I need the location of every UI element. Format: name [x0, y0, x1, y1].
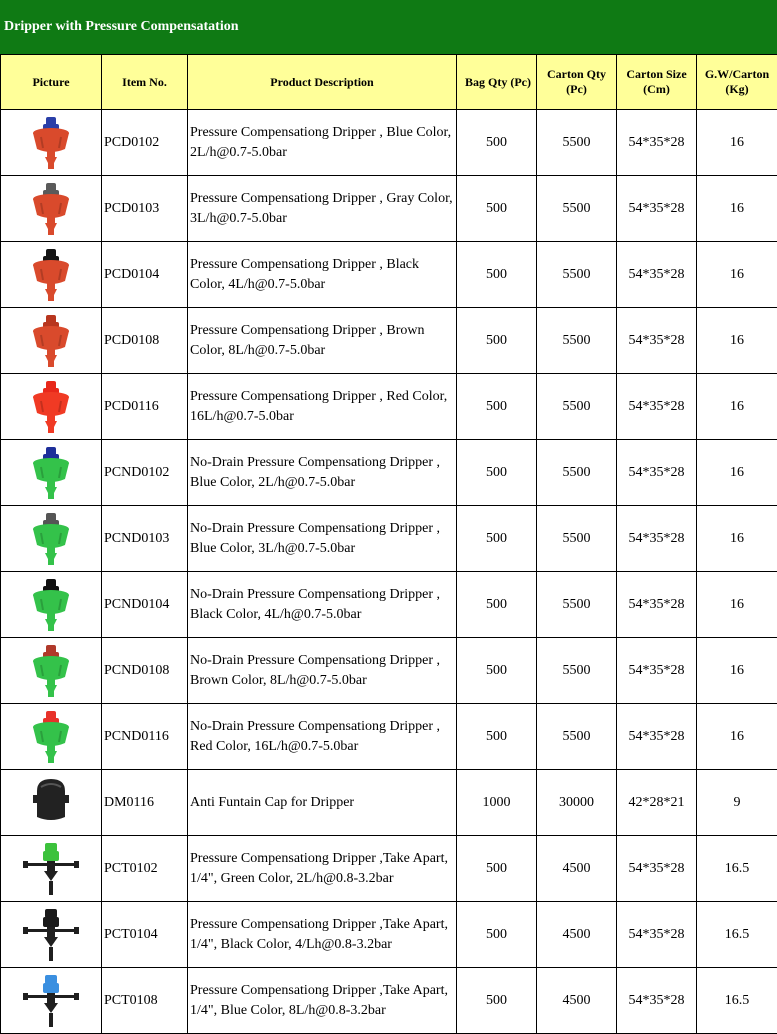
gw-carton: 16 — [697, 374, 777, 440]
carton-qty: 5500 — [537, 374, 617, 440]
carton-qty: 5500 — [537, 110, 617, 176]
gw-carton: 16 — [697, 176, 777, 242]
carton-qty: 5500 — [537, 176, 617, 242]
bag-qty: 500 — [457, 176, 537, 242]
carton-qty: 5500 — [537, 704, 617, 770]
black-cap-icon — [19, 773, 83, 833]
table-row — [1, 902, 777, 968]
product-picture — [1, 836, 102, 902]
product-picture — [1, 638, 102, 704]
carton-size: 54*35*28 — [617, 110, 697, 176]
header-picture: Picture — [1, 55, 102, 110]
page-title: Dripper with Pressure Compensatation — [0, 0, 777, 54]
item-number: PCT0104 — [102, 902, 188, 968]
product-description: Pressure Compensationg Dripper ,Take Apart, 1/4", Black Color, 4/Lh@0.8-3.2bar — [188, 902, 457, 968]
header-carton-qty: Carton Qty (Pc) — [537, 55, 617, 110]
table-row — [1, 572, 777, 638]
carton-size: 54*35*28 — [617, 836, 697, 902]
item-number: PCND0116 — [102, 704, 188, 770]
gw-carton: 16.5 — [697, 968, 777, 1034]
product-picture — [1, 902, 102, 968]
item-number: PCD0103 — [102, 176, 188, 242]
green-dripper-blue-top-icon — [19, 443, 83, 503]
header-row — [1, 55, 777, 110]
bag-qty: 500 — [457, 506, 537, 572]
table-row — [1, 242, 777, 308]
product-picture — [1, 440, 102, 506]
product-picture — [1, 968, 102, 1034]
red-dripper-brown-top-icon — [19, 311, 83, 371]
header-bag-qty: Bag Qty (Pc) — [457, 55, 537, 110]
carton-qty: 4500 — [537, 902, 617, 968]
carton-size: 54*35*28 — [617, 308, 697, 374]
carton-size: 54*35*28 — [617, 968, 697, 1034]
bag-qty: 500 — [457, 704, 537, 770]
bag-qty: 500 — [457, 638, 537, 704]
product-picture — [1, 110, 102, 176]
bag-qty: 500 — [457, 440, 537, 506]
item-number: PCT0102 — [102, 836, 188, 902]
product-table — [0, 54, 777, 1034]
bag-qty: 500 — [457, 968, 537, 1034]
product-description: No-Drain Pressure Compensationg Dripper , Black Color, 4L/h@0.7-5.0bar — [188, 572, 457, 638]
carton-qty: 5500 — [537, 440, 617, 506]
product-picture — [1, 176, 102, 242]
product-picture — [1, 374, 102, 440]
product-picture — [1, 770, 102, 836]
bag-qty: 500 — [457, 572, 537, 638]
gw-carton: 16.5 — [697, 902, 777, 968]
carton-size: 54*35*28 — [617, 506, 697, 572]
gw-carton: 16 — [697, 506, 777, 572]
product-description: Pressure Compensationg Dripper , Black Color, 4L/h@0.7-5.0bar — [188, 242, 457, 308]
red-dripper-gray-top-icon — [19, 179, 83, 239]
product-description: Anti Funtain Cap for Dripper — [188, 770, 457, 836]
item-number: PCD0108 — [102, 308, 188, 374]
table-row — [1, 506, 777, 572]
product-description: Pressure Compensationg Dripper ,Take Apart, 1/4", Blue Color, 8L/h@0.8-3.2bar — [188, 968, 457, 1034]
item-number: PCD0104 — [102, 242, 188, 308]
item-number: PCND0104 — [102, 572, 188, 638]
product-description: No-Drain Pressure Compensationg Dripper , Red Color, 16L/h@0.7-5.0bar — [188, 704, 457, 770]
carton-size: 54*35*28 — [617, 374, 697, 440]
gw-carton: 16.5 — [697, 836, 777, 902]
item-number: PCT0108 — [102, 968, 188, 1034]
bag-qty: 500 — [457, 836, 537, 902]
black-take-apart-dripper-icon — [19, 905, 83, 965]
header-item-no: Item No. — [102, 55, 188, 110]
bag-qty: 500 — [457, 374, 537, 440]
green-dripper-gray-top-icon — [19, 509, 83, 569]
table-row — [1, 638, 777, 704]
product-description: Pressure Compensationg Dripper ,Take Apart, 1/4", Green Color, 2L/h@0.8-3.2bar — [188, 836, 457, 902]
carton-size: 54*35*28 — [617, 902, 697, 968]
bag-qty: 1000 — [457, 770, 537, 836]
carton-qty: 30000 — [537, 770, 617, 836]
blue-take-apart-dripper-icon — [19, 971, 83, 1031]
product-description: Pressure Compensationg Dripper , Red Color, 16L/h@0.7-5.0bar — [188, 374, 457, 440]
item-number: DM0116 — [102, 770, 188, 836]
table-row — [1, 836, 777, 902]
product-picture — [1, 506, 102, 572]
header-gw-carton: G.W/Carton (Kg) — [697, 55, 777, 110]
header-description: Product Description — [188, 55, 457, 110]
gw-carton: 16 — [697, 110, 777, 176]
product-description: Pressure Compensationg Dripper , Brown Color, 8L/h@0.7-5.0bar — [188, 308, 457, 374]
product-description: Pressure Compensationg Dripper , Blue Color, 2L/h@0.7-5.0bar — [188, 110, 457, 176]
red-dripper-blue-top-icon — [19, 113, 83, 173]
red-dripper-black-top-icon — [19, 245, 83, 305]
item-number: PCND0103 — [102, 506, 188, 572]
green-take-apart-dripper-icon — [19, 839, 83, 899]
product-description: No-Drain Pressure Compensationg Dripper , Blue Color, 2L/h@0.7-5.0bar — [188, 440, 457, 506]
product-picture — [1, 704, 102, 770]
carton-size: 54*35*28 — [617, 242, 697, 308]
red-dripper-red-top-icon — [19, 377, 83, 437]
green-dripper-red-top-icon — [19, 707, 83, 767]
header-carton-size: Carton Size (Cm) — [617, 55, 697, 110]
carton-qty: 5500 — [537, 638, 617, 704]
product-description: Pressure Compensationg Dripper , Gray Color, 3L/h@0.7-5.0bar — [188, 176, 457, 242]
green-dripper-brown-top-icon — [19, 641, 83, 701]
bag-qty: 500 — [457, 902, 537, 968]
gw-carton: 16 — [697, 440, 777, 506]
gw-carton: 9 — [697, 770, 777, 836]
carton-qty: 5500 — [537, 242, 617, 308]
carton-qty: 5500 — [537, 506, 617, 572]
item-number: PCD0116 — [102, 374, 188, 440]
product-description: No-Drain Pressure Compensationg Dripper , Brown Color, 8L/h@0.7-5.0bar — [188, 638, 457, 704]
gw-carton: 16 — [697, 308, 777, 374]
bag-qty: 500 — [457, 110, 537, 176]
table-row — [1, 968, 777, 1034]
green-dripper-black-top-icon — [19, 575, 83, 635]
item-number: PCND0108 — [102, 638, 188, 704]
bag-qty: 500 — [457, 242, 537, 308]
carton-size: 54*35*28 — [617, 572, 697, 638]
gw-carton: 16 — [697, 638, 777, 704]
carton-qty: 5500 — [537, 308, 617, 374]
item-number: PCND0102 — [102, 440, 188, 506]
carton-size: 42*28*21 — [617, 770, 697, 836]
product-picture — [1, 308, 102, 374]
carton-size: 54*35*28 — [617, 440, 697, 506]
product-picture — [1, 242, 102, 308]
table-row — [1, 704, 777, 770]
carton-qty: 4500 — [537, 836, 617, 902]
table-row — [1, 176, 777, 242]
product-description: No-Drain Pressure Compensationg Dripper , Blue Color, 3L/h@0.7-5.0bar — [188, 506, 457, 572]
table-row — [1, 440, 777, 506]
table-row — [1, 110, 777, 176]
product-picture — [1, 572, 102, 638]
item-number: PCD0102 — [102, 110, 188, 176]
carton-size: 54*35*28 — [617, 704, 697, 770]
table-row — [1, 770, 777, 836]
carton-qty: 5500 — [537, 572, 617, 638]
carton-qty: 4500 — [537, 968, 617, 1034]
bag-qty: 500 — [457, 308, 537, 374]
carton-size: 54*35*28 — [617, 638, 697, 704]
table-row — [1, 308, 777, 374]
carton-size: 54*35*28 — [617, 176, 697, 242]
gw-carton: 16 — [697, 572, 777, 638]
gw-carton: 16 — [697, 242, 777, 308]
gw-carton: 16 — [697, 704, 777, 770]
table-row — [1, 374, 777, 440]
